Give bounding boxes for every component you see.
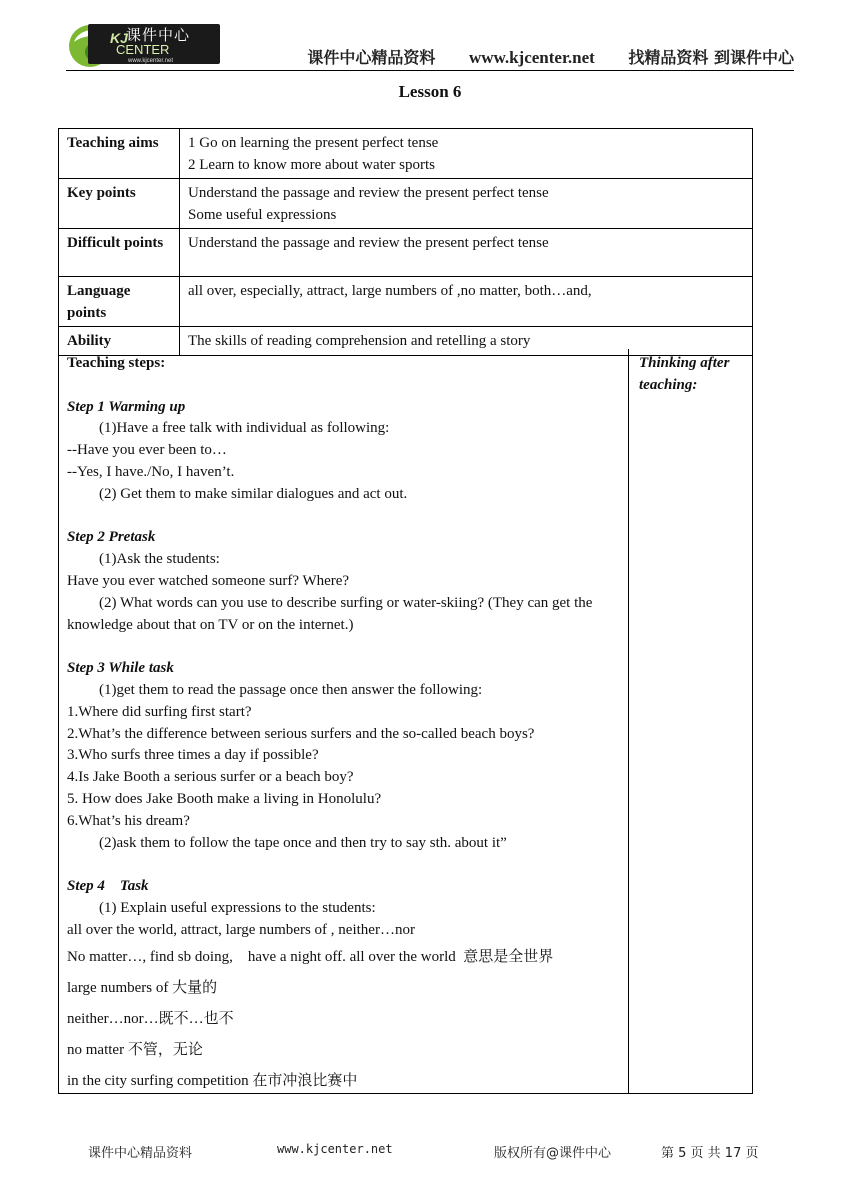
step1-line: --Yes, I have./No, I haven’t. — [67, 463, 235, 480]
step3-title: Step 3 While task — [67, 660, 174, 677]
step4-line: neither…nor…既不…也不 — [67, 1010, 234, 1027]
row-label: Key points — [59, 179, 180, 229]
value-line: Understand the passage and review the present perfect tense — [188, 235, 549, 251]
footer-left: 课件中心精品资料 — [88, 1146, 193, 1161]
step1-line: (2) Get them to make similar dialogues and act out. — [99, 485, 408, 502]
step1-line: (1)Have a free talk with individual as following: — [99, 420, 390, 437]
step4-line: all over the world, attract, large numbers of , neither…nor — [67, 921, 415, 938]
step1-line: --Have you ever been to… — [67, 442, 227, 459]
step4-title: Step 4 Task — [67, 878, 149, 895]
row-label: Teaching aims — [59, 129, 180, 179]
value-line: The skills of reading comprehension and retelling a story — [188, 333, 531, 349]
logo-center: CENTER — [116, 42, 170, 57]
page-title: Lesson 6 — [398, 82, 462, 101]
step2-line: (1)Ask the students: — [99, 551, 220, 568]
table-row — [59, 229, 753, 277]
lesson-info-table — [58, 128, 753, 356]
row-label: Ability — [59, 327, 180, 356]
row-label: Language points — [59, 277, 180, 327]
teaching-steps-column — [59, 349, 629, 1093]
row-value — [180, 179, 753, 229]
row-value — [180, 229, 753, 277]
header-left-text: 课件中心精品资料 — [307, 48, 436, 67]
table-row — [59, 179, 753, 229]
footer-copyright: 版权所有@课件中心 — [494, 1146, 612, 1161]
logo-kj: KJ — [110, 30, 128, 46]
logo-url: www.kjcenter.net — [128, 58, 174, 64]
step2-title: Step 2 Pretask — [67, 529, 156, 546]
value-line: 1 Go on learning the present perfect tense — [188, 135, 439, 151]
header-banner — [307, 45, 794, 68]
step3-question: 5. How does Jake Booth make a living in Honolulu? — [67, 790, 382, 807]
step3-question: 1.Where did surfing first start? — [67, 703, 252, 720]
step3-question: 2.What’s the difference between serious surfers and the so-called beach boys? — [67, 725, 535, 742]
step3-question: 4.Is Jake Booth a serious surfer or a beach boy? — [67, 769, 354, 786]
header-url[interactable]: www.kjcenter.net — [468, 48, 595, 67]
row-label: Difficult points — [59, 229, 180, 277]
step1-title: Step 1 Warming up — [67, 398, 186, 415]
value-line: Some useful expressions — [188, 207, 337, 223]
thinking-after-teaching: Thinking after teaching: — [639, 355, 730, 393]
table-row — [59, 129, 753, 179]
teaching-steps-box — [58, 349, 753, 1094]
value-line: all over, especially, attract, large numbers of ,no matter, both…and, — [188, 283, 592, 299]
table-row — [59, 277, 753, 327]
steps-heading: Teaching steps: — [67, 355, 166, 371]
step4-line: large numbers of 大量的 — [67, 979, 218, 996]
value-line: Understand the passage and review the present perfect tense — [188, 185, 549, 201]
header-right-text: 找精品资料 到课件中心 — [628, 48, 794, 67]
footer-url[interactable]: www.kjcenter.net — [277, 1142, 393, 1156]
step3-question: 3.Who surfs three times a day if possible? — [67, 747, 319, 764]
value-line: 2 Learn to know more about water sports — [188, 157, 436, 173]
step2-line: Have you ever watched someone surf? Where? — [67, 572, 350, 589]
step4-line: (1) Explain useful expressions to the students: — [99, 899, 376, 916]
step3-line: (1)get them to read the passage once then answer the following: — [99, 681, 483, 698]
logo-title: 课件中心 — [126, 26, 191, 44]
kjcenter-logo — [66, 20, 222, 72]
row-value — [180, 129, 753, 179]
step3-line: (2)ask them to follow the tape once and then try to say sth. about it” — [99, 834, 507, 851]
page-number: 第 5 页 共 17 页 — [661, 1146, 759, 1161]
step4-line: in the city surfing competition 在市冲浪比赛中 — [67, 1072, 358, 1089]
row-value — [180, 277, 753, 327]
step4-line: No matter…, find sb doing, have a night off. all over the world 意思是全世界 — [67, 948, 554, 965]
step2-line: (2) What words can you use to describe surfing or water-skiing? (They can get the knowledge about that on TV or on the internet.) — [67, 594, 593, 633]
step3-question: 6.What’s his dream? — [67, 812, 190, 829]
step4-line: no matter 不管，无论 — [67, 1041, 203, 1058]
header-divider — [66, 70, 794, 71]
